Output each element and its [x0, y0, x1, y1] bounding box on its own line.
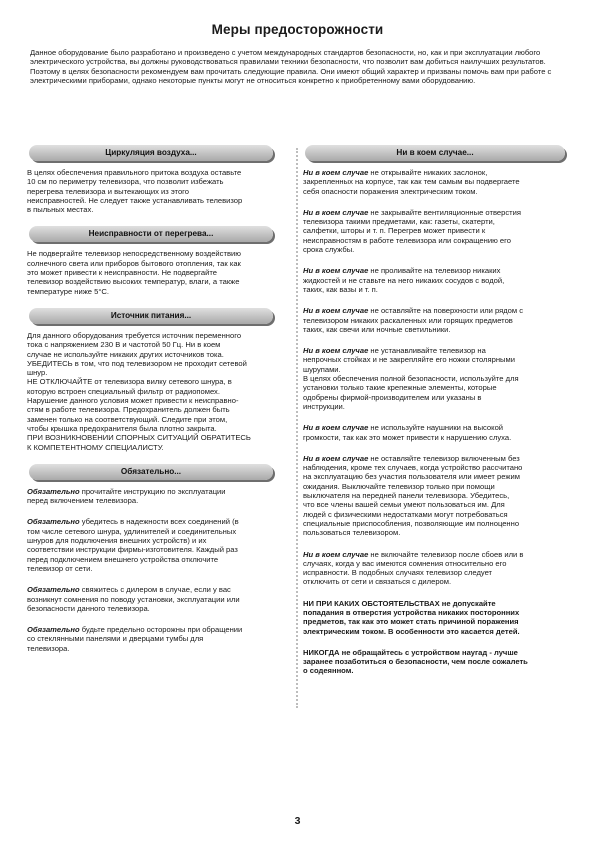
never-text: не включайте телевизор после сбоев или в случаях, когда у вас имеются сомнения относительно его исправности. В подобных случаях телевизор следует отключить от сети и связаться с дилером.: [303, 549, 524, 587]
never-text: не открывайте никаких заслонок, закрепленных на корпусе, так как тем самым вы подвергаете себя опасности поражения электрическим током.: [303, 168, 520, 196]
mandatory-item: [27, 625, 295, 653]
never-lead: Ни в коем случае: [303, 549, 369, 559]
warning-never-guess: НИКОГДА не обращайтесь с устройством наугад - лучше заранее позаботиться о безопасности, чем после сожалеть о содеянном.: [303, 647, 528, 676]
section-heading-air-circulation: Циркуляция воздуха...: [29, 145, 273, 161]
never-lead: Ни в коем случае: [303, 346, 369, 356]
section-heading-overheating: Неисправности от перегрева...: [29, 226, 273, 242]
mandatory-item: [27, 487, 295, 506]
mandatory-text: свяжитесь с дилером в случае, если у вас возникнут сомнения по поводу установки, эксплуатации или безопасности данного телевизора.: [27, 585, 240, 613]
never-lead: Ни в коем случае: [303, 423, 369, 433]
section-heading-never: Ни в коем случае...: [305, 145, 565, 161]
page-title: Меры предосторожности: [211, 22, 384, 37]
left-column: [27, 145, 295, 665]
mandatory-lead: Обязательно: [27, 625, 80, 635]
never-item: [303, 550, 571, 587]
never-item: [303, 346, 571, 411]
never-item: [303, 423, 571, 442]
never-lead: Ни в коем случае: [303, 207, 369, 217]
page-number: 3: [294, 815, 301, 827]
never-lead: Ни в коем случае: [303, 306, 369, 316]
never-item: [303, 306, 571, 334]
never-text: не закрывайте вентиляционные отверстия телевизора такими предметами, как: газеты, скатерти, салфетки, шторы и т. п. Перегрев может привести к неисправностям в работе телевизора или сокращению его срока службы.: [303, 207, 521, 255]
never-lead: Ни в коем случае: [303, 168, 369, 177]
column-divider: [296, 148, 298, 708]
warning-no-foreign-objects: НИ ПРИ КАКИХ ОБСТОЯТЕЛЬСТВАХ не допускайте попадания в отверстия устройства никаких посторонних предметов, так как это может стать причиной поражения электрическим током. В особенности это касается детей.: [303, 598, 520, 636]
intro-text: Данное оборудование было разработано и произведено с учетом международных стандартов безопасности, но, как и при эксплуатации любого электрического устройства, вы должны руководствоваться правилами техники безопасности, что позволит вам добиться наилучших результатов. Поэтому в целях безопасности рекомендуем вам прочитать следующие правила. Они имеют общий характер и призваны помочь вам при работе с электрическими приборами, однако некоторые пункты могут не относиться конкретно к приобретенному вами оборудованию.: [30, 48, 552, 85]
never-item: [303, 266, 571, 294]
mandatory-lead: Обязательно: [27, 585, 80, 595]
never-text: не проливайте на телевизор никаких жидкостей и не ставьте на него никаких сосудов с водой, таких, как вазы и т. п.: [303, 266, 505, 294]
section-heading-mandatory: Обязательно...: [29, 464, 273, 480]
right-column: [303, 145, 571, 683]
never-item: [303, 168, 571, 196]
mandatory-item: [27, 585, 295, 613]
never-text: не оставляйте на поверхности или рядом с телевизором никаких раскаленных или горящих предметов таких, как свечи или ночные светильники.: [303, 306, 524, 334]
section-text-power-source: Для данного оборудования требуется источник переменного тока с напряжением 230 В и частотой 50 Гц. Ни в коем случае не используйте никаких других источников тока. УБЕДИТЕСЬ в том, что под телевизором не проходит сетевой шнур. НЕ ОТКЛЮЧАЙТЕ от телевизора вилку сетевого шнура, в которую встроен специальный фильтр от радиопомех. Нарушение данного условия может привести к неисправно- стям в работе телевизора. Предохранитель должен быть заменен только на соответствующий. Следите при этом, чтобы крышка предохранителя была плотно закрыта. ПРИ ВОЗНИКНОВЕНИИ СПОРНЫХ СИТУАЦИЙ ОБРАТИТЕСЬ К КОМПЕТЕНТНОМУ СПЕЦИАЛИСТУ.: [27, 330, 251, 452]
section-text-overheating: Не подвергайте телевизор непосредственному воздействию солнечного света или приборов бытового отопления, так как это может привести к неисправности. Не подвергайте телевизор воздействию высоких температур, влаги, а также температуре ниже 5°С.: [27, 249, 241, 296]
never-text: не используйте наушники на высокой громкости, так как это может привести к нарушению слуха.: [303, 423, 512, 442]
never-item: [303, 454, 571, 538]
mandatory-lead: Обязательно: [27, 486, 80, 496]
never-text: не устанавливайте телевизор на непрочных стойках и не закрепляйте его ножки столярными шурупами. В целях обеспечения полной безопасности, используйте для установки только такие крепежные элементы, которые одобрены фирмой-производителем или указаны в инструкции.: [303, 346, 519, 411]
never-lead: Ни в коем случае: [303, 453, 369, 463]
intro-paragraph: [30, 48, 570, 85]
mandatory-text: будьте предельно осторожны при обращении со стеклянными панелями и дверцами тумбы для телевизора.: [27, 625, 243, 653]
never-text: не оставляйте телевизор включенным без наблюдения, кроме тех случаев, когда устройство рассчитано на эксплуатацию без участия пользователя или имеет режим ожидания. Выключайте телевизор только при помощи выключателя на передней панели телевизора. Убедитесь, что все члены вашей семьи умеют пользоваться им. Для людей с физическими недостатками могут потребоваться специальные приспособления, позволяющие им полноценно пользоваться телевизором.: [303, 453, 523, 538]
section-heading-power-source: Источник питания...: [29, 308, 273, 324]
mandatory-item: [27, 517, 295, 573]
mandatory-text: убедитесь в надежности всех соединений (в том числе сетевого шнура, удлинителей и соединительных шнуров для подключения внешних устройств) и их соответствии инструкции фирмы-изготовителя. Каждый раз перед подключением внешнего устройства отключите телевизор от сети.: [27, 517, 239, 573]
mandatory-text: прочитайте инструкцию по эксплуатации перед включением телевизора.: [27, 486, 226, 506]
mandatory-lead: Обязательно: [27, 517, 80, 527]
section-text-air-circulation: В целях обеспечения правильного притока воздуха оставьте 10 см по периметру телевизора, что позволит избежать перегрева телевизора и вытекающих из этого неисправностей. Не следует также устанавливать телевизор в пыльных местах.: [27, 168, 243, 215]
never-lead: Ни в коем случае: [303, 266, 369, 276]
never-item: [303, 208, 571, 254]
